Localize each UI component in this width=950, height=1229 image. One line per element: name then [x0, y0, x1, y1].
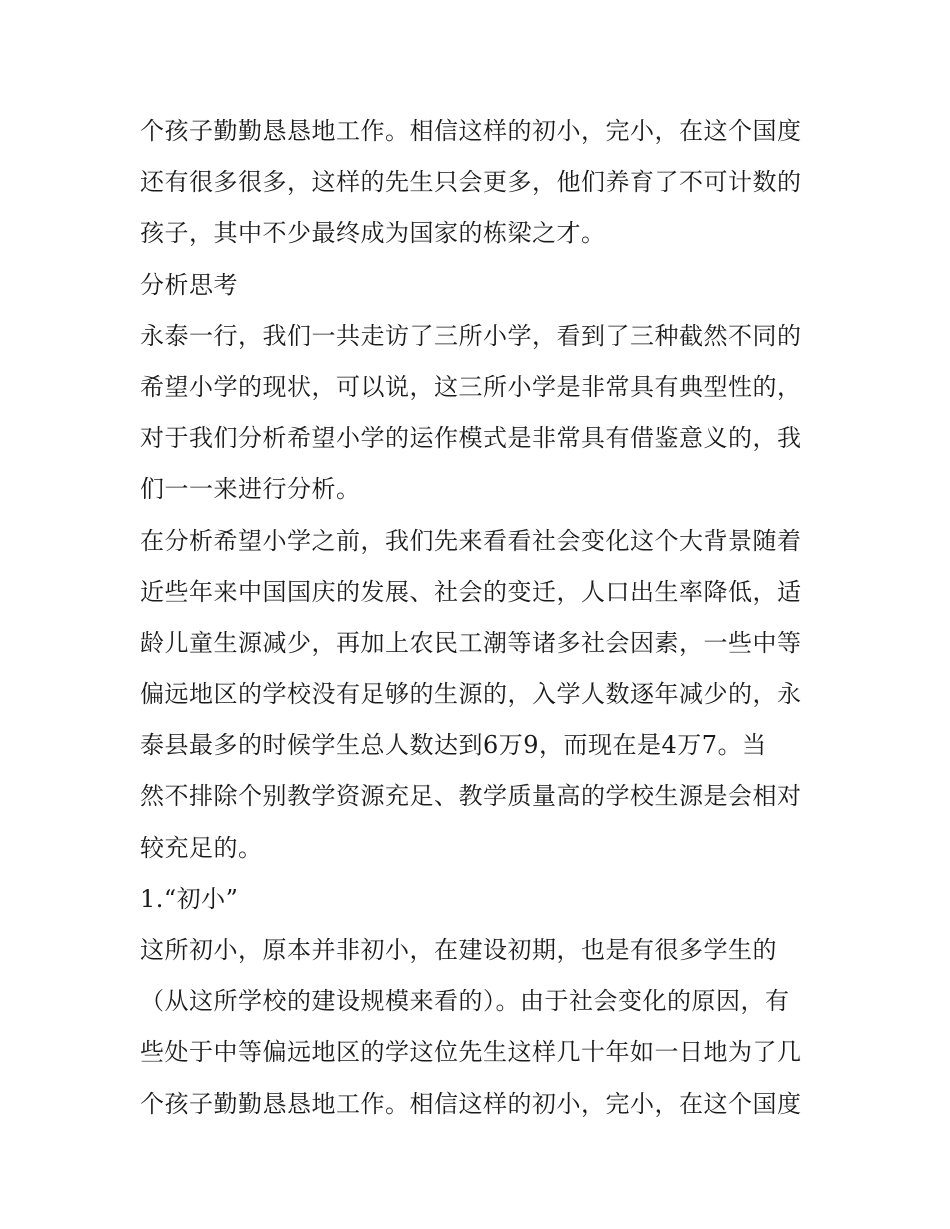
paragraph-line: 永泰一行，我们一共走访了三所小学，看到了三种截然不同的	[140, 321, 802, 350]
section-heading: 分析思考	[140, 270, 238, 299]
paragraph-line: 个孩子勤勤恳恳地工作。相信这样的初小，完小，在这个国度	[140, 117, 802, 145]
paragraph-line: 泰县最多的时候学生总人数达到6万9，而现在是4万7。当	[140, 731, 767, 760]
paragraph-line: 龄儿童生源减少，再加上农民工潮等诸多社会因素，一些中等	[140, 628, 802, 657]
paragraph-line: 然不排除个别教学资源充足、教学质量高的学校生源是会相对	[140, 782, 802, 811]
paragraph-line: 希望小学的现状，可以说，这三所小学是非常具有典型性的，	[140, 372, 802, 401]
subsection-heading: 1.“初小”	[140, 884, 239, 913]
paragraph-line: 这所初小，原本并非初小，在建设初期，也是有很多学生的	[140, 936, 777, 964]
paragraph-line: 偏远地区的学校没有足够的生源的，入学人数逐年减少的，永	[140, 680, 802, 709]
paragraph-line: 还有很多很多，这样的先生只会更多，他们养育了不可计数的	[140, 168, 802, 197]
paragraph-line: 些处于中等偏远地区的学这位先生这样几十年如一日地为了几	[140, 1038, 802, 1067]
paragraph-line: 在分析希望小学之前，我们先来看看社会变化这个大背景随着	[140, 526, 802, 555]
paragraph-line: 们一一来进行分析。	[140, 475, 361, 504]
paragraph-line: （从这所学校的建设规模来看的）。由于社会变化的原因，有	[140, 987, 790, 1016]
paragraph-line: 个孩子勤勤恳恳地工作。相信这样的初小，完小，在这个国度	[140, 1089, 802, 1118]
paragraph-line: 对于我们分析希望小学的运作模式是非常具有借鉴意义的，我	[140, 424, 802, 453]
paragraph-line: 较充足的。	[140, 833, 263, 862]
paragraph-line: 近些年来中国国庆的发展、社会的变迁，人口出生率降低，适	[140, 577, 802, 606]
document-body	[140, 106, 820, 1130]
paragraph-line: 孩子，其中不少最终成为国家的栋梁之才。	[140, 219, 606, 248]
